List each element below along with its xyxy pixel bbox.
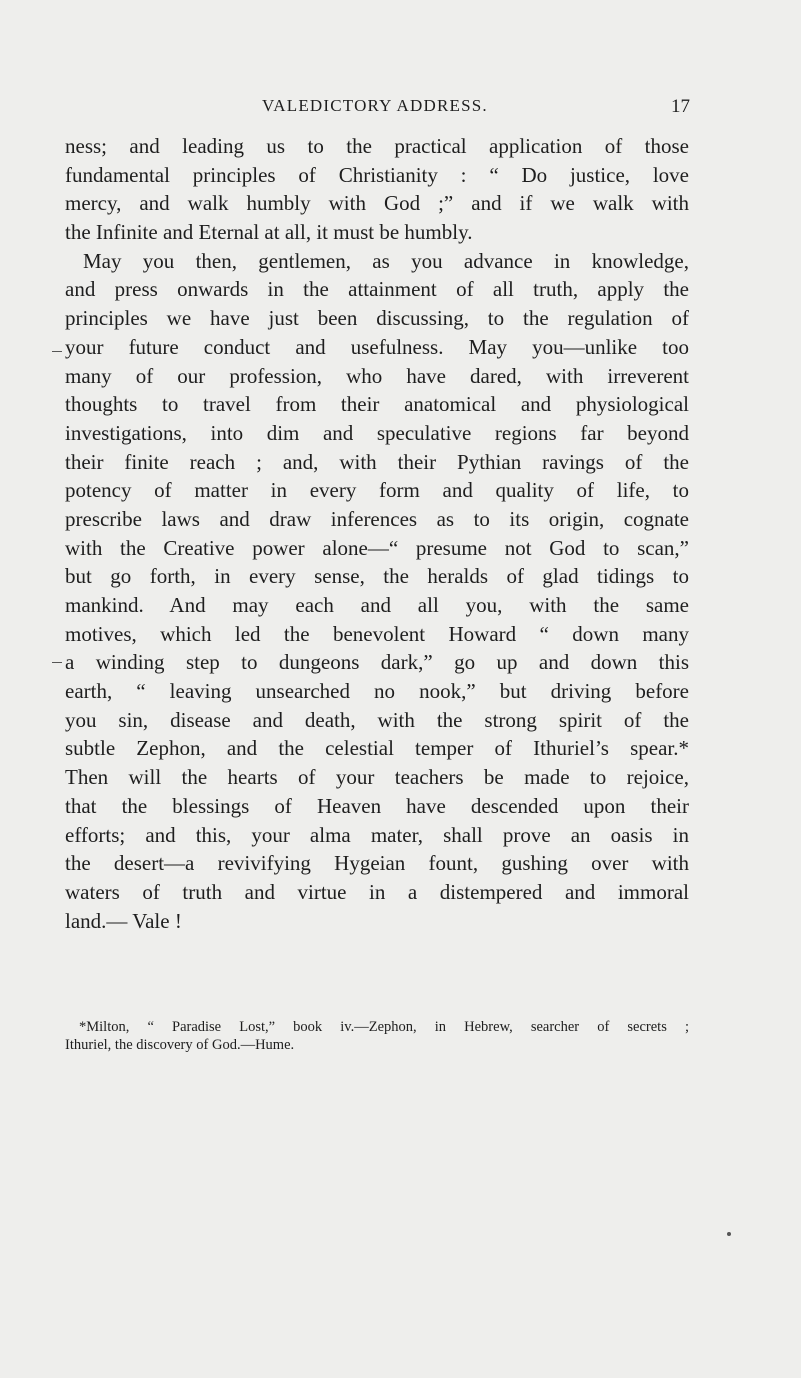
running-head	[70, 96, 690, 120]
text-line: efforts; and this, your alma mater, shall prove an oasis in	[65, 822, 689, 847]
text-line: fundamental principles of Christianity : “ Do justice, love	[65, 162, 689, 187]
text-line: you sin, disease and death, with the strong spirit of the	[65, 707, 689, 732]
text-line: earth, “ leaving unsearched no nook,” but driving before	[65, 679, 689, 704]
text-line: prescribe laws and draw inferences as to its origin, cognate	[65, 506, 689, 531]
text-line: Then will the hearts of your teachers be made to rejoice,	[65, 765, 689, 790]
text-line: with the Creative power alone—“ presume not God to scan,”	[65, 535, 689, 560]
text-line: motives, which led the benevolent Howard “ down many	[65, 621, 689, 646]
text-line: ness; and leading us to the practical application of those	[65, 134, 689, 158]
text-line: thoughts to travel from their anatomical and physiological	[65, 392, 689, 417]
text-line: many of our profession, who have dared, with irreverent	[65, 363, 689, 388]
text-line: and press onwards in the attainment of all truth, apply the	[65, 277, 689, 302]
text-line: mankind. And may each and all you, with the same	[65, 593, 689, 617]
text-line: May you then, gentlemen, as you advance in knowledge,	[83, 248, 689, 273]
footnote-line: Ithuriel, the discovery of God.—Hume.	[65, 1037, 295, 1053]
text-line: principles we have just been discussing, to the regulation of	[65, 306, 689, 331]
margin-mark	[52, 662, 62, 663]
margin-mark	[52, 351, 62, 352]
text-line: the Infinite and Eternal at all, it must be humbly.	[65, 220, 473, 245]
text-line: investigations, into dim and speculative regions far beyond	[65, 420, 689, 445]
text-line: your future conduct and usefulness. May you—unlike too	[65, 334, 689, 359]
text-line: subtle Zephon, and the celestial temper of Ithuriel’s spear.*	[65, 736, 689, 761]
stray-ink-dot	[727, 1232, 731, 1236]
text-line: mercy, and walk humbly with God ;” and if we walk with	[65, 191, 689, 216]
footnote	[65, 1018, 689, 1054]
page-number: 17	[671, 96, 690, 117]
footnote-line: *Milton, “ Paradise Lost,” book iv.—Zephon, in Hebrew, searcher of secrets ;	[79, 1019, 689, 1035]
text-line: that the blessings of Heaven have descended upon their	[65, 793, 689, 818]
text-line: their finite reach ; and, with their Pythian ravings of the	[65, 449, 689, 474]
running-head-title: VALEDICTORY ADDRESS.	[262, 96, 488, 115]
text-line: a winding step to dungeons dark,” go up and down this	[65, 650, 689, 675]
body-text	[65, 132, 689, 935]
text-line: land.— Vale !	[65, 908, 182, 933]
text-line: potency of matter in every form and quality of life, to	[65, 478, 689, 503]
text-line: but go forth, in every sense, the heralds of glad tidings to	[65, 564, 689, 589]
text-line: waters of truth and virtue in a distempered and immoral	[65, 879, 689, 904]
text-line: the desert—a revivifying Hygeian fount, gushing over with	[65, 851, 689, 876]
